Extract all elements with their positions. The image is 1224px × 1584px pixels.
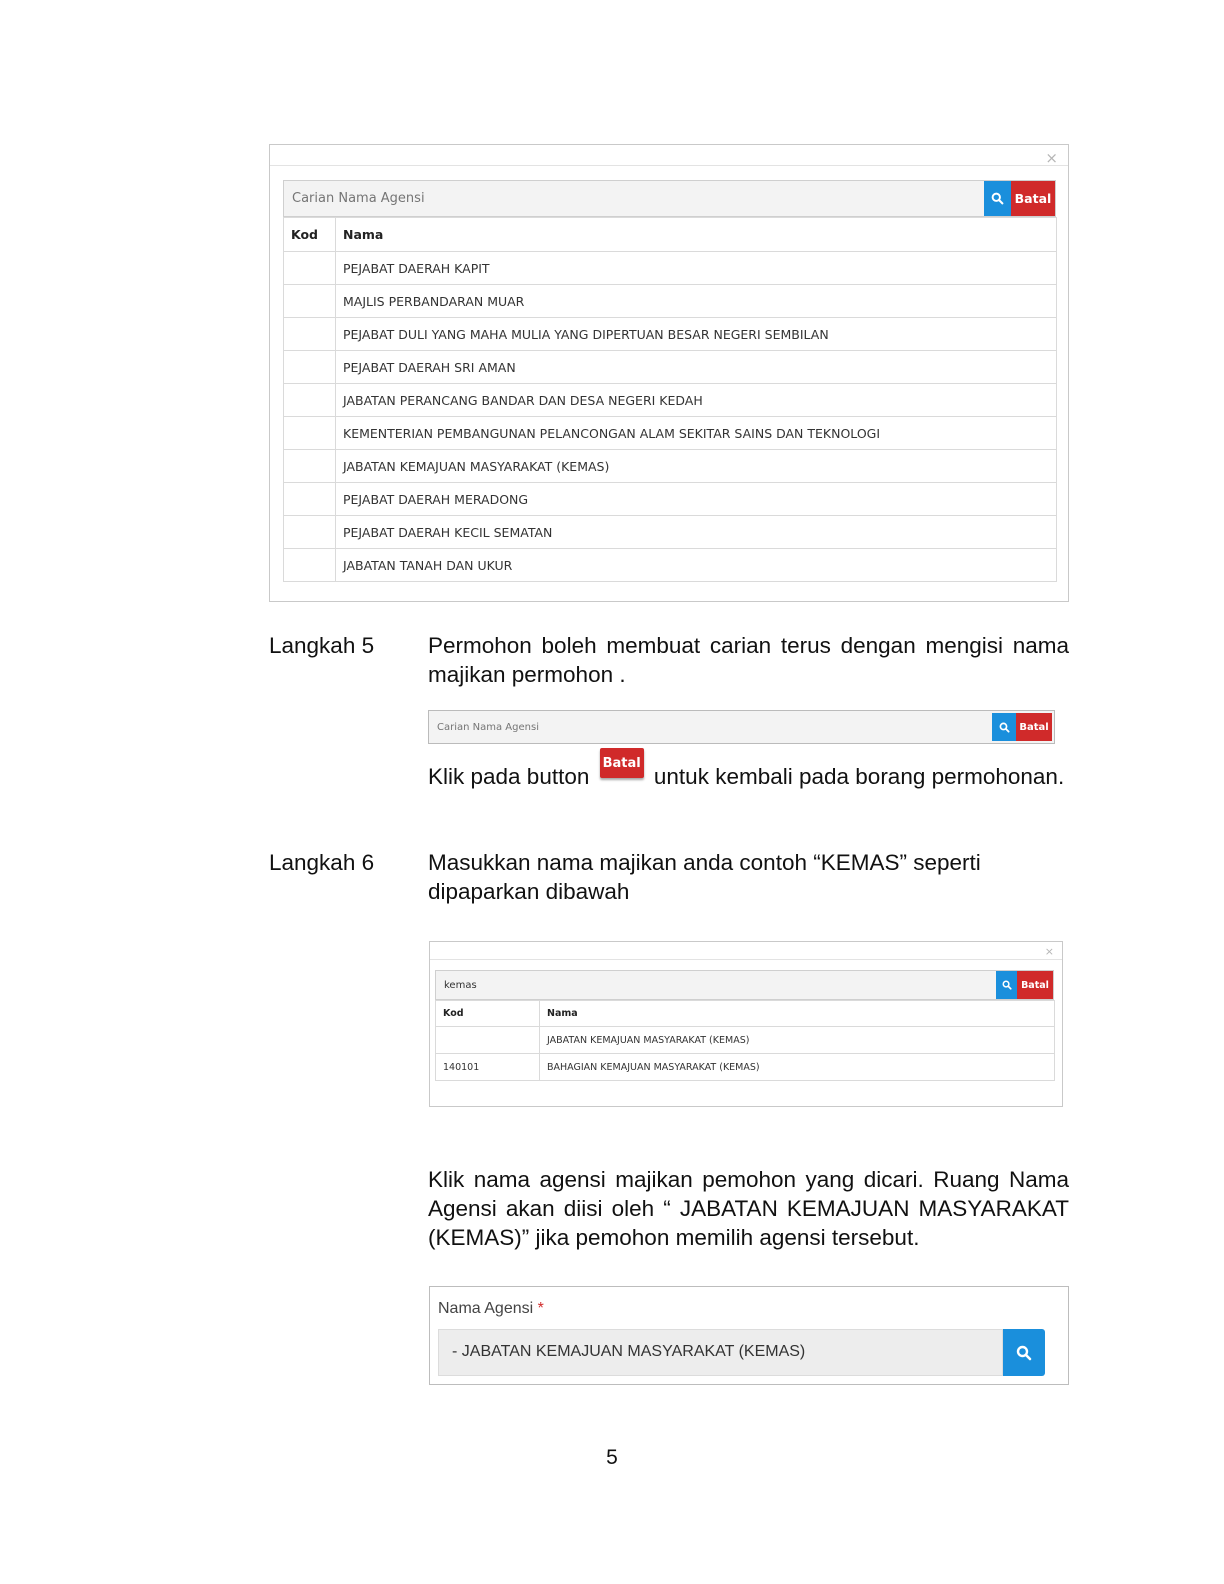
kod-cell [284,516,336,549]
nama-cell: PEJABAT DAERAH KECIL SEMATAN [336,516,1057,549]
kod-cell [284,351,336,384]
nama-cell: PEJABAT DAERAH MERADONG [336,483,1057,516]
search-input[interactable] [429,711,992,743]
search-button[interactable] [992,713,1016,741]
table-row[interactable] [284,252,1057,285]
step-5-text: Permohon boleh membuat carian terus dengan mengisi nama majikan permohon . [428,633,1069,687]
kod-cell [284,252,336,285]
kod-cell [284,384,336,417]
search-input[interactable] [436,971,996,999]
search-bar [435,970,1054,1000]
dialog-header-divider [430,959,1062,960]
nama-cell: BAHAGIAN KEMAJUAN MASYARAKAT (KEMAS) [540,1054,1055,1081]
selection-instruction: Klik nama agensi majikan pemohon yang dicari. Ruang Nama Agensi akan diisi oleh “ JABATAN KEMAJUAN MASYARAKAT (KEMAS)” jika pemohon memilih agensi tersebut. [428,1167,1069,1250]
step-6-label: Langkah 6 [269,850,375,875]
batal-button-illustration: Batal [600,748,644,778]
nama-cell: KEMENTERIAN PEMBANGUNAN PELANCONGAN ALAM SEKITAR SAINS DAN TEKNOLOGI [336,417,1057,450]
search-icon [1002,980,1012,990]
kod-cell [284,417,336,450]
results-table [435,1000,1055,1081]
nama-cell: MAJLIS PERBANDARAN MUAR [336,285,1057,318]
instruction-text-before: Klik pada button [428,764,590,789]
field-label [438,1300,544,1318]
click-batal-instruction [428,755,1088,791]
agency-search-dialog [269,144,1069,602]
nama-agensi-field-screenshot [429,1286,1069,1385]
table-row[interactable] [284,483,1057,516]
nama-cell: JABATAN KEMAJUAN MASYARAKAT (KEMAS) [336,450,1057,483]
agency-search-results-dialog [429,941,1063,1107]
step-5-label: Langkah 5 [269,633,375,658]
batal-button[interactable]: Batal [1016,713,1052,741]
kod-cell [284,450,336,483]
table-row[interactable] [284,417,1057,450]
nama-cell: PEJABAT DULI YANG MAHA MULIA YANG DIPERTUAN BESAR NEGERI SEMBILAN [336,318,1057,351]
search-input[interactable] [284,181,984,216]
required-marker: * [537,1300,544,1317]
nama-cell: JABATAN PERANCANG BANDAR DAN DESA NEGERI KEDAH [336,384,1057,417]
column-header-kod: Kod [436,1001,540,1027]
table-row[interactable] [436,1027,1055,1054]
dialog-header-divider [270,165,1068,166]
search-button[interactable] [996,971,1017,999]
nama-cell: JABATAN KEMAJUAN MASYARAKAT (KEMAS) [540,1027,1055,1054]
kod-cell [284,549,336,582]
search-button[interactable] [1003,1329,1045,1376]
column-header-nama: Nama [336,218,1057,252]
kod-cell [436,1027,540,1054]
kod-cell [284,285,336,318]
kod-cell [284,483,336,516]
table-row[interactable] [284,450,1057,483]
search-button[interactable] [984,181,1011,216]
nama-agensi-value: - JABATAN KEMAJUAN MASYARAKAT (KEMAS) [452,1343,806,1360]
search-icon [999,722,1010,733]
search-bar [283,180,1056,217]
field-label-text: Nama Agensi [438,1300,534,1317]
table-row[interactable] [284,516,1057,549]
table-row[interactable] [284,549,1057,582]
batal-button[interactable]: Batal [1017,971,1053,999]
search-icon [991,192,1004,205]
column-header-nama: Nama [540,1001,1055,1027]
search-icon [1016,1345,1032,1361]
search-bar-example [428,710,1055,744]
close-icon[interactable]: × [1044,945,1054,958]
table-row[interactable] [284,351,1057,384]
kod-cell [284,318,336,351]
agency-table [283,217,1057,582]
instruction-text-after: untuk kembali pada borang permohonan. [653,764,1065,789]
close-icon[interactable]: × [1045,149,1058,167]
batal-button[interactable]: Batal [1011,181,1055,216]
table-row[interactable] [284,318,1057,351]
nama-cell: JABATAN TANAH DAN UKUR [336,549,1057,582]
table-row[interactable] [436,1054,1055,1081]
nama-agensi-input[interactable] [438,1329,1003,1376]
nama-cell: PEJABAT DAERAH SRI AMAN [336,351,1057,384]
table-row[interactable] [284,285,1057,318]
kod-cell: 140101 [436,1054,540,1081]
table-row[interactable] [284,384,1057,417]
page-number: 5 [606,1446,618,1469]
nama-cell: PEJABAT DAERAH KAPIT [336,252,1057,285]
column-header-kod: Kod [284,218,336,252]
step-6-text: Masukkan nama majikan anda contoh “KEMAS” seperti dipaparkan dibawah [428,850,981,904]
